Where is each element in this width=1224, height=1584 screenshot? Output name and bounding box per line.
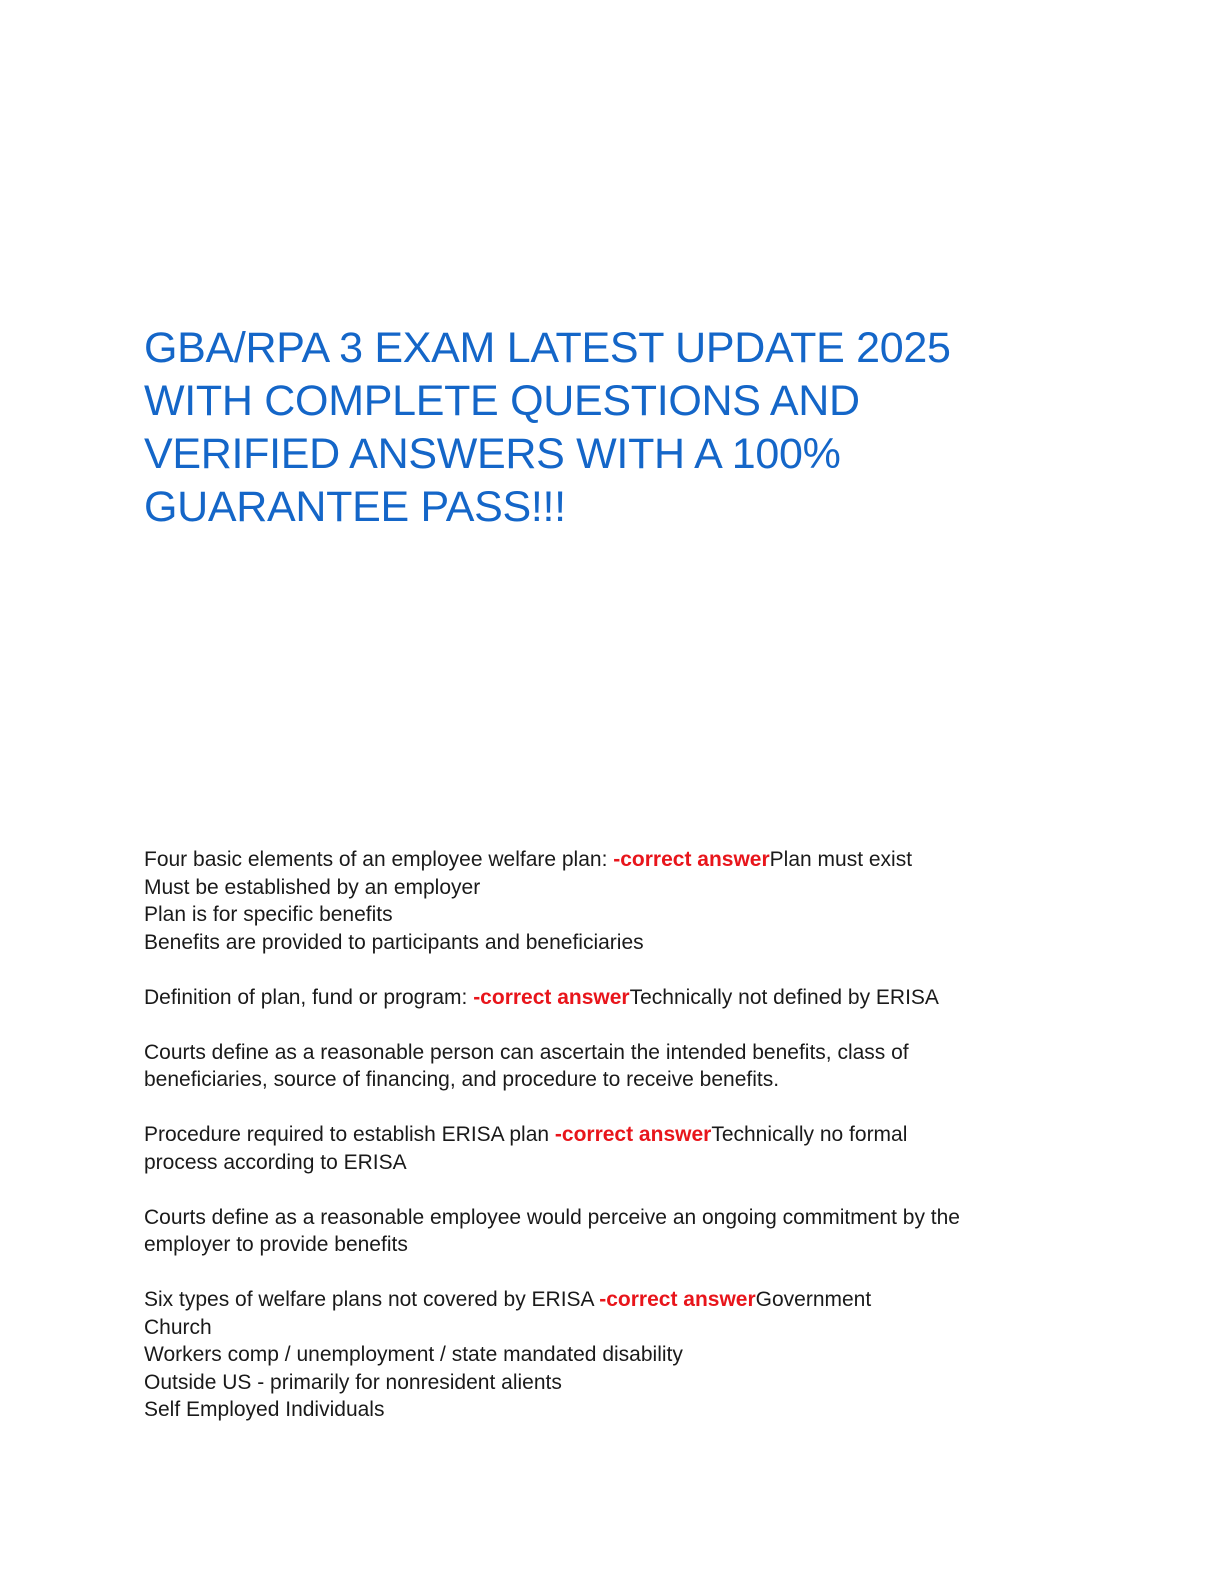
title-line-2: WITH COMPLETE QUESTIONS AND	[144, 377, 860, 425]
spacer	[144, 1011, 1104, 1039]
answer-line: Benefits are provided to participants and beneficiaries	[144, 930, 644, 954]
answer-line: Outside US - primarily for nonresident alients	[144, 1370, 562, 1394]
question-line	[144, 846, 1104, 874]
answer-line: Plan is for specific benefits	[144, 903, 393, 926]
spacer	[144, 1259, 1104, 1287]
paragraph-block	[144, 1204, 1104, 1259]
answer-text: Government	[755, 1288, 872, 1311]
question-text: Four basic elements of an employee welfare plan:	[144, 848, 614, 871]
spacer	[144, 1094, 1104, 1122]
answer-line: Workers comp / unemployment / state mandated disability	[144, 1343, 683, 1366]
qa-block	[144, 984, 1104, 1012]
question-line	[144, 984, 1104, 1012]
answer-text: Technically not defined by ERISA	[629, 985, 939, 1009]
qa-block	[144, 1286, 1104, 1424]
correct-answer-marker: -correct answer	[613, 848, 770, 871]
answer-line: process according to ERISA	[144, 1150, 407, 1174]
question-line	[144, 1286, 1104, 1314]
paragraph-block	[144, 1039, 1104, 1094]
correct-answer-marker: -correct answer	[554, 1123, 712, 1146]
paragraph-line: Courts define as a reasonable employee would perceive an ongoing commitment by the	[144, 1205, 960, 1229]
title-line-3: VERIFIED ANSWERS WITH A 100%	[144, 430, 841, 478]
answer-text: Technically no formal	[711, 1123, 908, 1146]
question-text: Procedure required to establish ERISA plan	[144, 1123, 555, 1146]
spacer	[144, 1176, 1104, 1204]
qa-block	[144, 1121, 1104, 1176]
question-text: Definition of plan, fund or program:	[144, 985, 474, 1009]
title-line-4: GUARANTEE PASS!!!	[144, 483, 566, 531]
document-title	[144, 322, 1084, 534]
paragraph-line: beneficiaries, source of financing, and procedure to receive benefits.	[144, 1068, 780, 1091]
paragraph-line: employer to provide benefits	[144, 1233, 408, 1256]
title-line-1: GBA/RPA 3 EXAM LATEST UPDATE 2025	[144, 324, 951, 372]
question-text: Six types of welfare plans not covered by ERISA	[144, 1288, 600, 1311]
qa-block	[144, 846, 1104, 956]
correct-answer-marker: -correct answer	[473, 985, 630, 1009]
answer-line: Self Employed Individuals	[144, 1398, 385, 1421]
answer-text: Plan must exist	[769, 848, 913, 871]
question-line	[144, 1121, 1104, 1149]
qa-content	[144, 846, 1104, 1424]
answer-line: Must be established by an employer	[144, 875, 481, 899]
correct-answer-marker: -correct answer	[599, 1288, 756, 1311]
answer-line: Church	[144, 1315, 212, 1339]
paragraph-line: Courts define as a reasonable person can ascertain the intended benefits, class of	[144, 1040, 909, 1064]
spacer	[144, 956, 1104, 984]
